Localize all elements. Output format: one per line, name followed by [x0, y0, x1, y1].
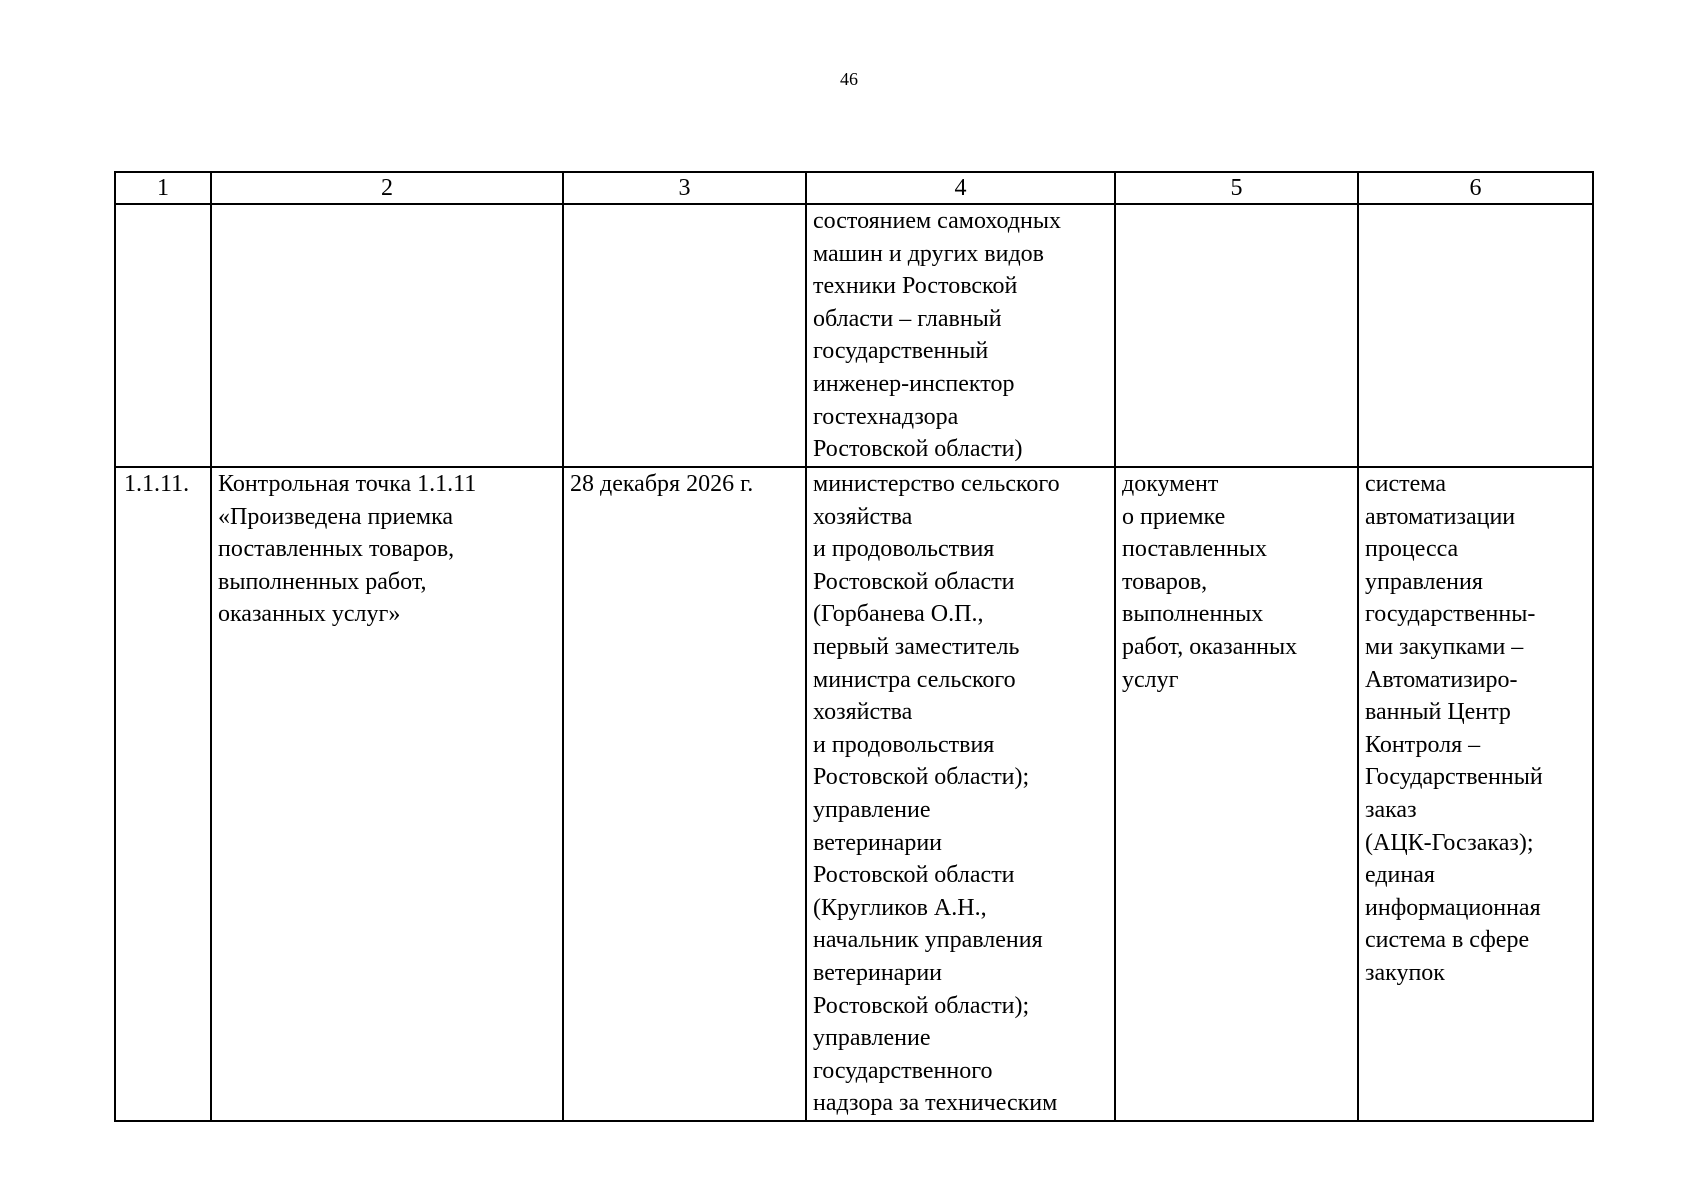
cell-text-line: услуг — [1122, 666, 1179, 693]
cell-text-line: ми закупками – — [1365, 633, 1524, 660]
cell-text-line: информационная — [1365, 894, 1541, 921]
continuation-responsible-cell — [806, 204, 1115, 467]
table-row-continuation — [115, 204, 1593, 467]
column-header-3: 3 — [563, 172, 806, 204]
cell-text-line: хозяйства — [813, 699, 913, 726]
cell-text-line: работ, оказанных — [1122, 633, 1298, 660]
cell-text-line: «Произведена приемка — [218, 503, 454, 530]
column-header-4: 4 — [806, 172, 1115, 204]
cell-text-line: хозяйства — [813, 503, 913, 530]
cell-text-line: государственного — [813, 1057, 993, 1084]
continuation-cell-6 — [1358, 204, 1593, 467]
cell-text-line: области – главный — [813, 305, 1002, 332]
cell-text-line: поставленных — [1122, 536, 1267, 563]
cell-text-line: Ростовской области — [813, 862, 1015, 889]
cell-text-line: министерство сельского — [813, 471, 1060, 497]
cell-text-line: ветеринарии — [813, 829, 943, 856]
column-header-1: 1 — [115, 172, 211, 204]
cell-text-line: оказанных услуг» — [218, 601, 401, 628]
cell-text-line: система в сфере — [1365, 927, 1530, 954]
cell-text-line: Контрольная точка 1.1.11 — [218, 471, 477, 497]
cell-text-line: Государственный — [1365, 764, 1543, 791]
cell-text-line: (АЦК-Госзаказ); — [1365, 829, 1534, 856]
page-number: 46 — [840, 69, 858, 89]
cell-text-line: управление — [813, 796, 931, 823]
cell-text-line: товаров, — [1122, 568, 1208, 595]
cell-text-line: государственны- — [1365, 601, 1536, 628]
cell-text-line: Ростовской области — [813, 568, 1015, 595]
continuation-cell-3 — [563, 204, 806, 467]
plan-table — [114, 171, 1594, 1122]
system-cell — [1358, 467, 1593, 1121]
cell-text-line: выполненных — [1122, 601, 1264, 628]
cell-text-line: и продовольствия — [813, 731, 995, 758]
cell-text-line: процесса — [1365, 536, 1459, 563]
cell-text-line: государственный — [813, 338, 989, 365]
cell-text-line: управление — [813, 1025, 931, 1052]
cell-text-line: поставленных товаров, — [218, 536, 455, 563]
cell-text-line: и продовольствия — [813, 536, 995, 563]
cell-text-line: документ — [1122, 471, 1219, 497]
continuation-cell-2 — [211, 204, 563, 467]
cell-text-line: надзора за техническим — [813, 1090, 1058, 1117]
row-number-cell: 1.1.11. — [115, 467, 211, 1121]
cell-text-line: состоянием самоходных — [813, 208, 1061, 234]
cell-text-line: техники Ростовской — [813, 273, 1018, 300]
cell-text-line: ветеринарии — [813, 959, 943, 986]
column-header-6: 6 — [1358, 172, 1593, 204]
column-header-2: 2 — [211, 172, 563, 204]
event-cell — [211, 467, 563, 1121]
cell-text-line: единая — [1365, 862, 1435, 889]
cell-text-line: система — [1365, 471, 1446, 497]
cell-text-line: выполненных работ, — [218, 568, 427, 595]
cell-text-line: гостехнадзора — [813, 403, 959, 430]
cell-text-line: автоматизации — [1365, 503, 1516, 530]
cell-text-line: инженер-инспектор — [813, 370, 1015, 397]
cell-text-line: закупок — [1365, 959, 1445, 986]
cell-text-line: ванный Центр — [1365, 699, 1511, 726]
cell-text-line: министра сельского — [813, 666, 1016, 693]
table-row-1-1-11 — [115, 467, 1593, 1121]
cell-text-line: первый заместитель — [813, 633, 1020, 660]
cell-text-line: управления — [1365, 568, 1483, 595]
cell-text-line: Автоматизиро- — [1365, 666, 1518, 693]
cell-text-line: машин и других видов — [813, 240, 1044, 267]
cell-text-line: начальник управления — [813, 927, 1043, 954]
cell-text-line: заказ — [1365, 796, 1417, 823]
responsible-cell — [806, 467, 1115, 1121]
cell-text-line: Ростовской области); — [813, 764, 1030, 791]
cell-text-line: Ростовской области); — [813, 992, 1030, 1019]
cell-text-line: Ростовской области) — [813, 436, 1023, 463]
document-cell — [1115, 467, 1358, 1121]
continuation-cell-5 — [1115, 204, 1358, 467]
header-row — [115, 172, 1593, 204]
date-cell: 28 декабря 2026 г. — [563, 467, 806, 1121]
cell-text-line: Контроля – — [1365, 731, 1481, 758]
cell-text-line: (Кругликов А.Н., — [813, 894, 987, 921]
cell-text-line: о приемке — [1122, 503, 1226, 530]
cell-text-line: (Горбанева О.П., — [813, 601, 984, 628]
continuation-cell-1 — [115, 204, 211, 467]
column-header-5: 5 — [1115, 172, 1358, 204]
